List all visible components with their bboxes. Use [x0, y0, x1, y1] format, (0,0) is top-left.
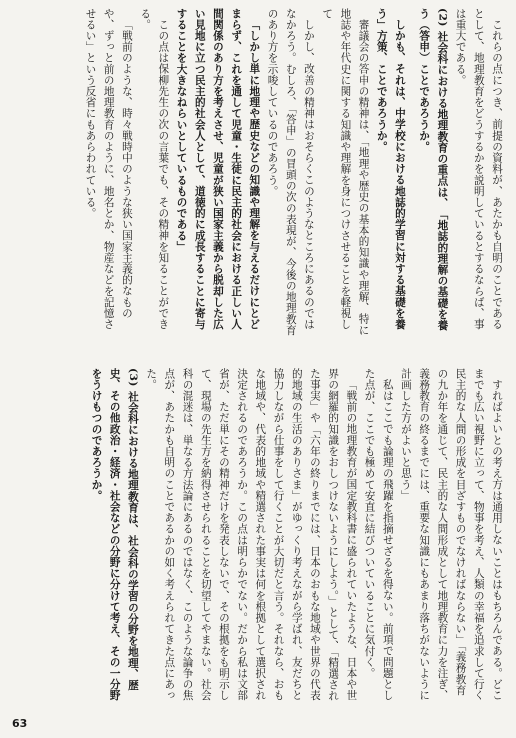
paragraph: しかし、改善の精神はおそらくこのようなところにあるのではなかろう。むしろ、「答申」の冒頭の次の表現が、今後の地理教育のあり方を示唆しているのであろう。 — [266, 8, 315, 336]
page-number: 63 — [12, 717, 28, 730]
section-heading-2 — [415, 8, 451, 338]
paragraph: 「戦前の地理教育が国定教科書に盛られていたような、日本や世界の網羅的知識をおしつけないようにしよう。」として、「精選された事実」や「六年の終りまでには、日本のおもな地域や世界の代表的地域の生活のありさま」がゆっくり考えながら学ばれ、友だちと協力しながら仕事をして行くことが大切だと言う。それなら、おもな地域や、代表的地域や精選された事実は何を根拠として選択され決定されるのであろうか。この点は明らかでない。だから私は文部省が、ただ単にその精神だけを発表しないで、その根拠をも明示して、現場の先生方を納得させられることを切望してやまない。社会科の混迷は、単なる方法論にあるのではなく、このような論争の焦点が、あたかも自明のことであるかの如く考えられてきた点にあった。 — [145, 368, 358, 702]
paragraph: 私はここでも論理の飛躍を指摘せざるを得ない。前項で問題とした点が、ここでも極めて安直に結びついていることに気付く。 — [363, 368, 394, 701]
paragraph: 審議会の答申の精神は、「地理や歴史の基本的知識や理解、特に地誌や年代史に関する知識や理解を身につけさせることを軽視して — [321, 8, 370, 336]
section-heading-text: 社会科における地理教育は、社会科の学習の分野を地理、歴史、その他政治・経済・社会などの分野に分けて考え、その一分野をうけもつのであろうか。 — [90, 368, 139, 701]
emphasis-text: しかも、それは、中学校における地誌的学習に対する基礎を養う」方策、ことであろうか。 — [375, 8, 406, 330]
paragraph: すればよいとの考え方は通用しないことはもちろんである。どこまでも広い視野に立って、物事を考え、人類の幸福を追求して行く民主的な人間の形成を目ざすものでなければならない」「義務教育の九か年を通じて、民主的な人間形成として地理教育に力を注ぎ、義務教育の終るまでには、重要な知識にもあまり落ちがないように計画した方がよいと思う」 — [399, 368, 503, 701]
section-number: (2) — [436, 8, 449, 27]
lower-text-block — [22, 368, 506, 703]
paragraph: この点は保柳先生の次の言葉でも、その精神を知ることができる。 — [139, 8, 170, 330]
quotation: 「戦前のような、時々戦時中のような狭い国家主義的なものや、ずっと前の地理教育のように、地名とか、物産などを記憶させるい」という反省にもあらわれている。 — [84, 8, 133, 330]
section-heading-3 — [87, 368, 142, 703]
quotation — [172, 8, 263, 338]
section-number: (3) — [126, 368, 139, 387]
emphasis-text: 「しかし単に地理や歴史などの知識や理解を与えるだけにとどまらず、これを通して児童・生徒に民主的社会における正しい人間関係のあり方を考えさせ、児童が狭い国家主義から脱却した広い見地に立つ民主的社会人として、道徳的に成長することに寄与することを大きなねらいとしているものである」 — [175, 8, 261, 330]
upper-text-block — [22, 8, 506, 338]
paragraph: これらの点につき、前提の資料が、あたかも自明のことであるとして、地理教育をどうするかを説明しているとするならば、事は重大である。 — [454, 8, 503, 330]
section-heading-text: 社会科における地理教育の重点は、「地誌的理解の基礎を養う（答申）ことであろうか。 — [418, 8, 449, 331]
paragraph — [373, 8, 409, 338]
